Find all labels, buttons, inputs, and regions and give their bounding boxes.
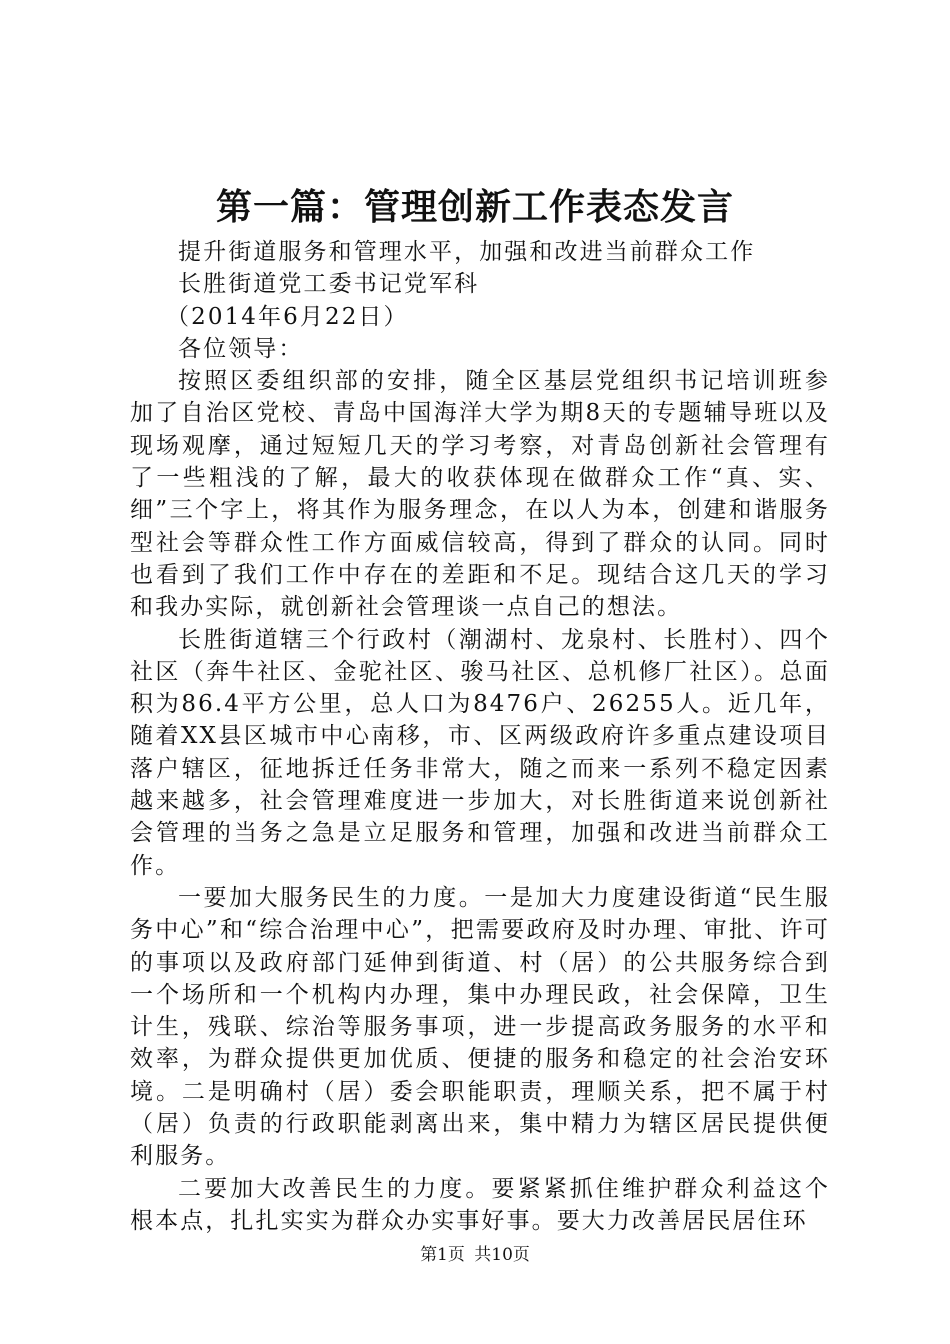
subtitle: 提升街道服务和管理水平，加强和改进当前群众工作 <box>178 239 756 265</box>
paragraph-4: 二要加大改善民生的力度。要紧紧抓住维护群众利益这个根本点，扎扎实实为群众办实事好事。要大力改善居民居住环 <box>130 1175 830 1234</box>
date-line: （2014年6月22日） <box>166 303 409 330</box>
document-title: 第一篇：管理创新工作表态发言 <box>215 187 734 228</box>
salutation: 各位领导： <box>178 335 304 362</box>
page-number: 第1页 <box>420 1245 465 1265</box>
page-footer <box>0 1243 950 1267</box>
paragraph-1: 按照区委组织部的安排，随全区基层党组织书记培训班参加了自治区党校、青岛中国海洋大学为期8天的专题辅导班以及现场观摩，通过短短几天的学习考察，对青岛创新社会管理有了一些粗浅的了解，最大的收获体现在做群众工作“真、实、细”三个字上，将其作为服务理念，在以人为本，创建和谐服务型社会等群众性工作方面威信较高，得到了群众的认同。同时也看到了我们工作中存在的差距和不足。现结合这几天的学习和我办实际，就创新社会管理谈一点自己的想法。 <box>130 368 830 621</box>
author-line: 长胜街道党工委书记党军科 <box>178 271 480 298</box>
paragraph-2: 长胜街道辖三个行政村（潮湖村、龙泉村、长胜村）、四个社区（奔牛社区、金驼社区、骏马社区、总机修厂社区）。总面积为86.4平方公里，总人口为8476户、26255人。近几年，随着XX县区城市中心南移，市、区两级政府许多重点建设项目落户辖区，征地拆迁任务非常大，随之而来一系列不稳定因素越来越多，社会管理难度进一步加大，对长胜街道来说创新社会管理的当务之急是立足服务和管理，加强和改进当前群众工作。 <box>130 626 830 879</box>
document-body <box>130 236 830 1237</box>
page-total: 共10页 <box>474 1245 530 1265</box>
paragraph-3: 一要加大服务民生的力度。一是加大力度建设街道“民生服务中心”和“综合治理中心”，把需要政府及时办理、审批、许可的事项以及政府部门延伸到街道、村（居）的公共服务综合到一个场所和一个机构内办理，集中办理民政，社会保障，卫生计生，残联、综治等服务事项，进一步提高政务服务的水平和效率，为群众提供更加优质、便捷的服务和稳定的社会治安环境。二是明确村（居）委会职能职责，理顺关系，把不属于村（居）负责的行政职能剥离出来，集中精力为辖区居民提供便利服务。 <box>130 884 830 1170</box>
